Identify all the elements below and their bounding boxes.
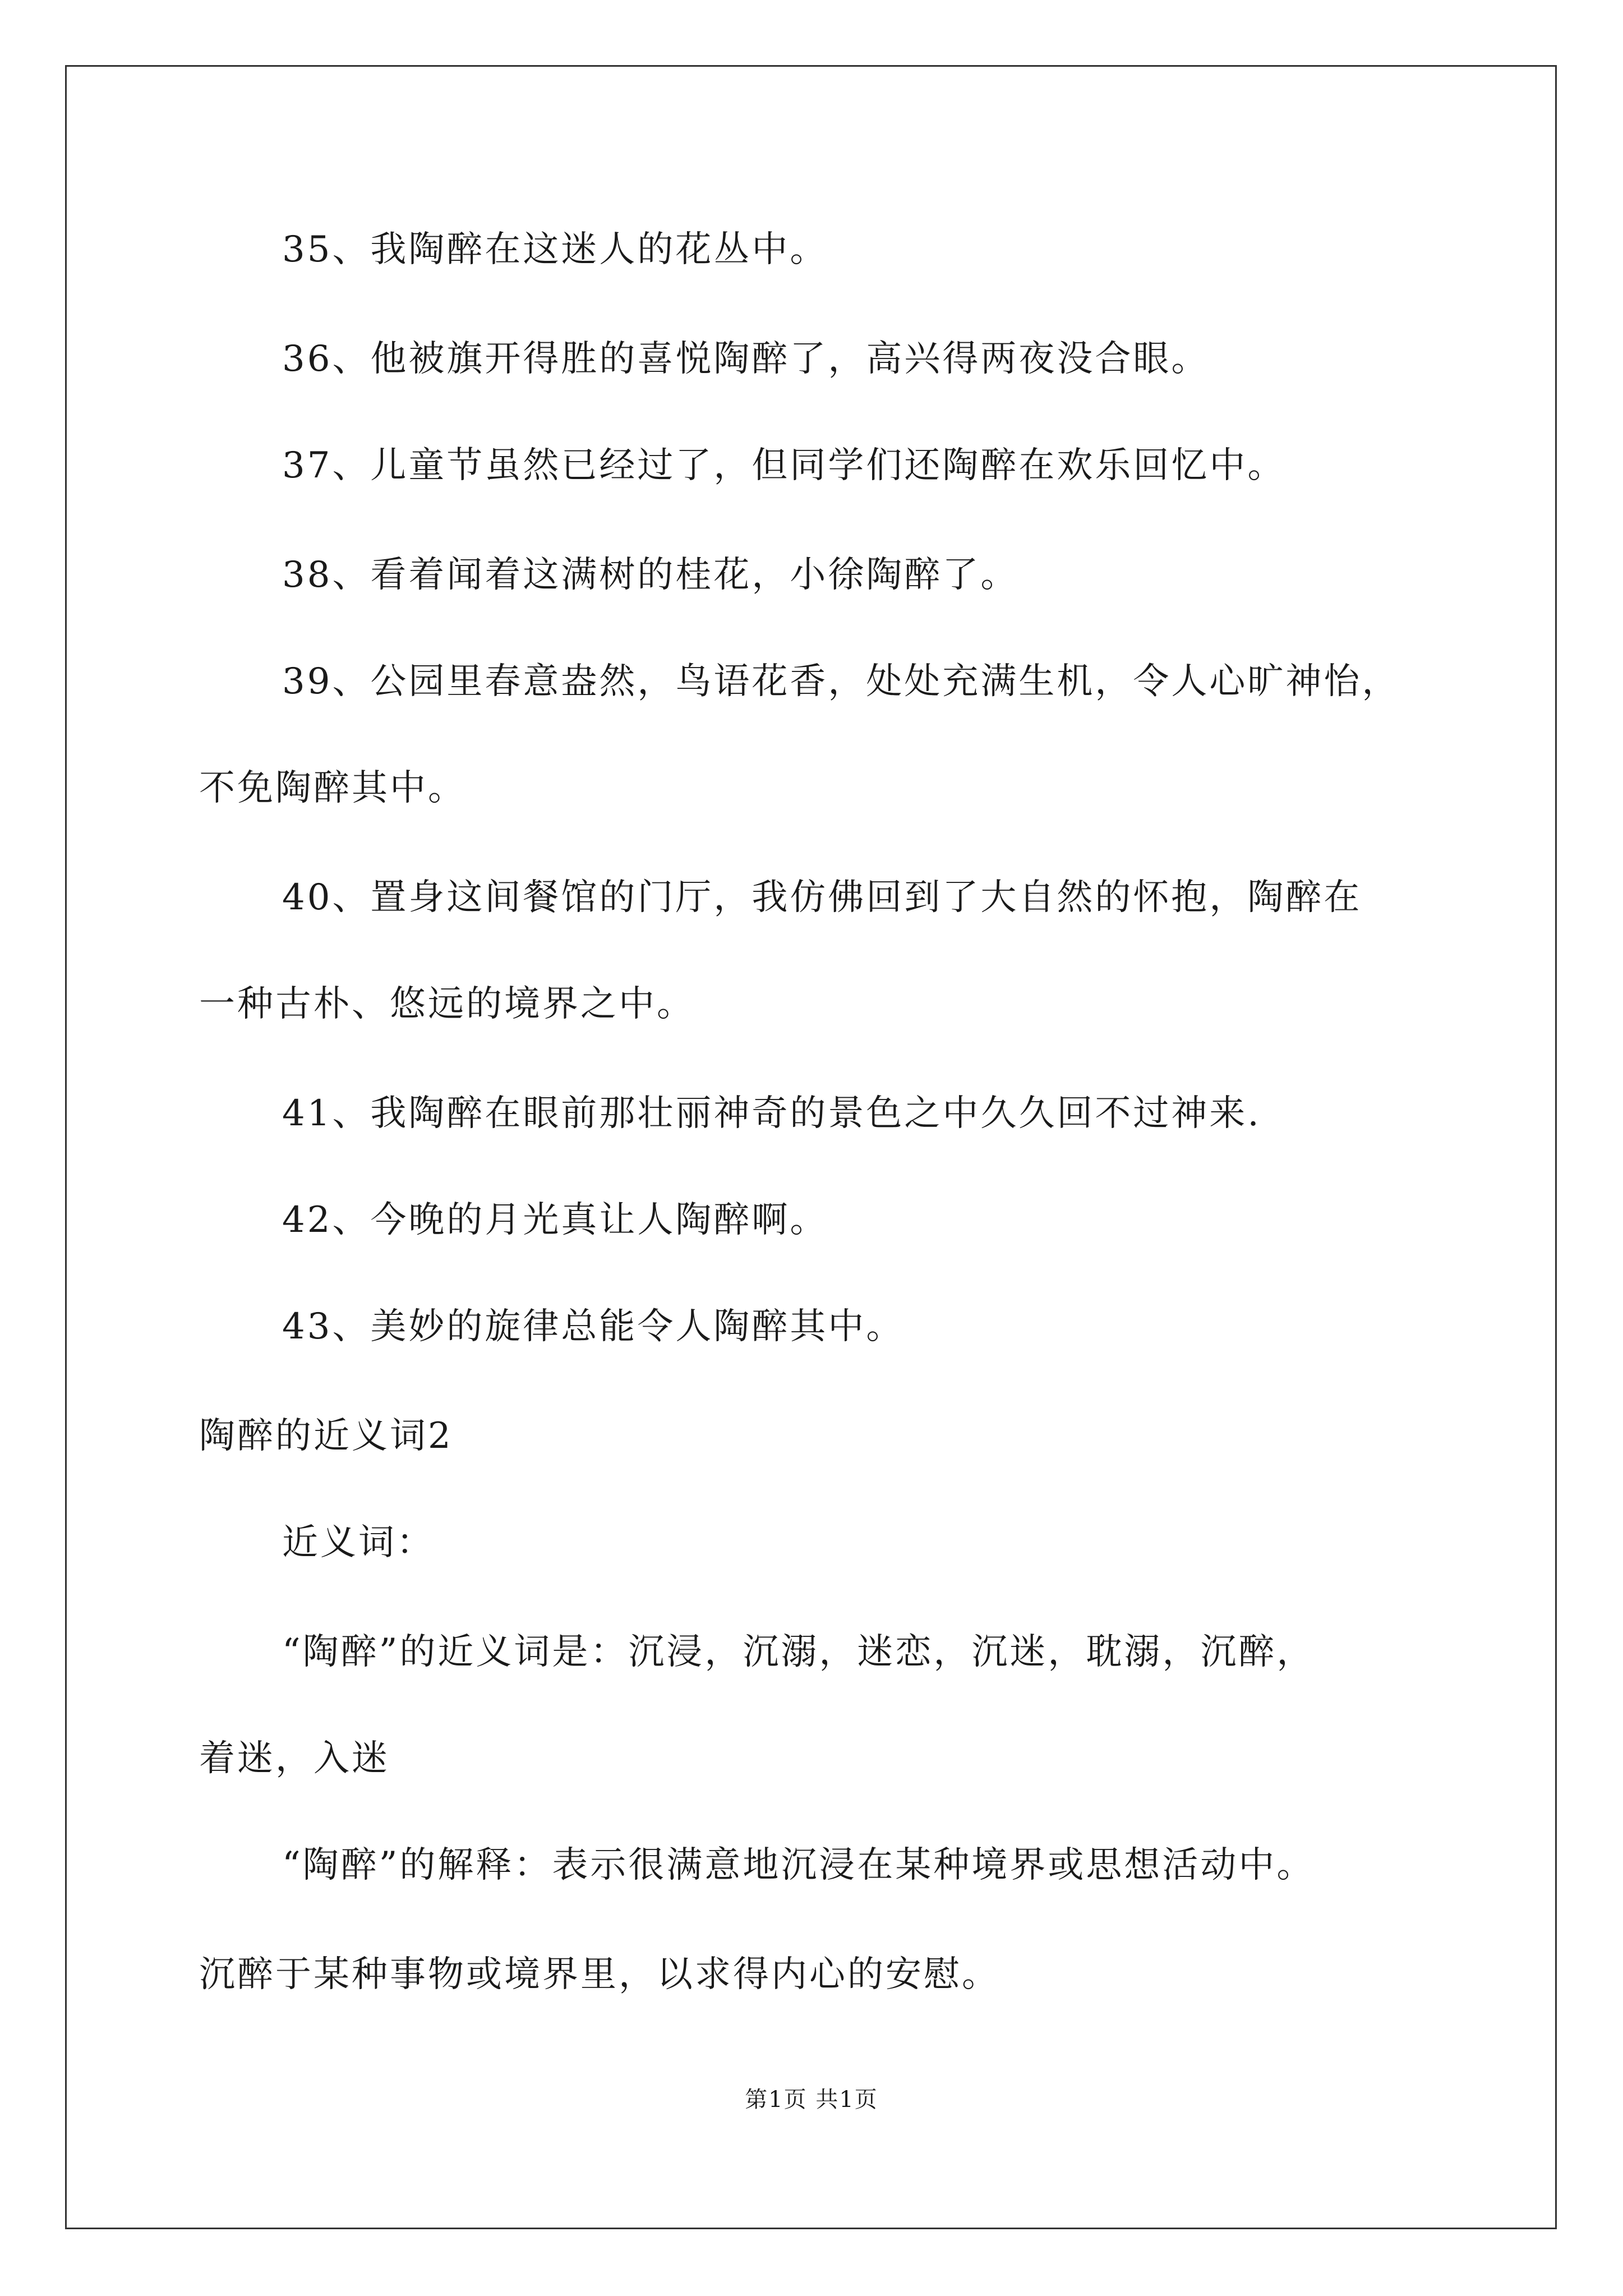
synonyms-label: 近义词：: [282, 1522, 435, 1563]
page-border: [65, 65, 1557, 2229]
sentence-43: 43、美妙的旋律总能令人陶醉其中。: [282, 1306, 905, 1347]
sentence-37: 37、儿童节虽然已经过了，但同学们还陶醉在欢乐回忆中。: [282, 445, 1286, 486]
synonyms-list: “陶醉”的近义词是：沉浸，沉溺，迷恋，沉迷，耽溺，沉醉，: [282, 1631, 1315, 1673]
sentence-40-continued: 一种古朴、悠远的境界之中。: [199, 983, 695, 1025]
sentence-35: 35、我陶醉在这迷人的花丛中。: [282, 229, 828, 270]
synonyms-list-continued: 着迷，入迷: [199, 1738, 390, 1779]
sentence-42: 42、今晚的月光真让人陶醉啊。: [282, 1199, 828, 1241]
sentence-38: 38、看着闻着这满树的桂花，小徐陶醉了。: [282, 554, 1019, 596]
page-footer: 第1页 共1页: [745, 2087, 878, 2113]
definition: “陶醉”的解释：表示很满意地沉浸在某种境界或思想活动中。: [282, 1844, 1315, 1886]
sentence-41: 41、我陶醉在眼前那壮丽神奇的景色之中久久回不过神来.: [282, 1093, 1261, 1134]
sentence-39-continued: 不免陶醉其中。: [199, 767, 466, 809]
sentence-36: 36、他被旗开得胜的喜悦陶醉了，高兴得两夜没合眼。: [282, 338, 1210, 380]
definition-continued: 沉醉于某种事物或境界里，以求得内心的安慰。: [199, 1954, 1000, 1995]
sentence-40: 40、置身这间餐馆的门厅，我仿佛回到了大自然的怀抱，陶醉在: [282, 877, 1362, 918]
section-heading: 陶醉的近义词2: [199, 1415, 453, 1457]
sentence-39: 39、公园里春意盎然，鸟语花香，处处充满生机，令人心旷神怡，: [282, 661, 1400, 702]
